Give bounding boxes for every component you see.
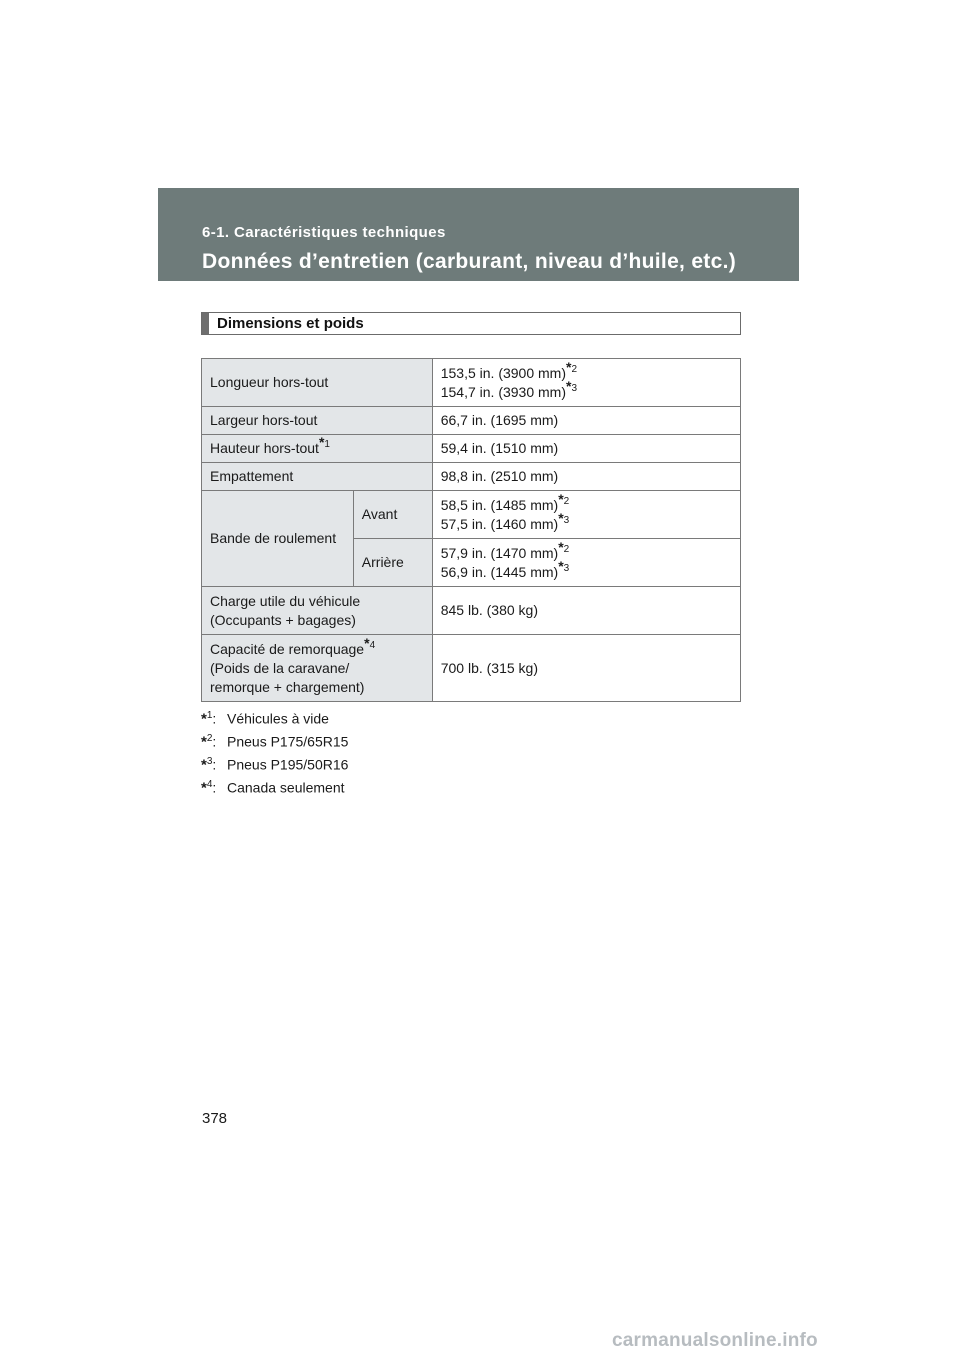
- table-row: [202, 463, 741, 491]
- table-row: [202, 359, 741, 407]
- row-label-overall-length: Longueur hors-tout: [202, 359, 433, 407]
- page-title: Données d’entretien (carburant, niveau d’huile, etc.): [202, 250, 736, 273]
- table-row: [202, 491, 741, 539]
- row-sublabel-tread-front: Avant: [353, 491, 432, 539]
- watermark: carmanualsonline.info: [612, 1330, 818, 1351]
- row-value-wheelbase: 98,8 in. (2510 mm): [432, 463, 740, 491]
- row-sublabel-tread-rear: Arrière: [353, 539, 432, 587]
- dimensions-table: [201, 358, 741, 702]
- row-value-tread-front: 58,5 in. (1485 mm)$^{*2}$ 57,5 in. (1460 mm)$^{*3}$: [432, 491, 740, 539]
- table-row: [202, 635, 741, 702]
- footnote-text: Pneus P195/50R16: [227, 756, 349, 773]
- row-value-overall-height: 59,4 in. (1510 mm): [432, 435, 740, 463]
- section-label: 6-1. Caractéristiques techniques: [202, 224, 446, 241]
- footnote-item: *$^4$: Canada seulement: [201, 779, 345, 798]
- row-label-towing-capacity: Capacité de remorquage$^{*4}$ (Poids de la caravane/ remorque + chargement): [202, 635, 433, 702]
- footnote-text: Véhicules à vide: [227, 710, 329, 727]
- row-label-overall-height: Hauteur hors-tout$^{*1}$: [202, 435, 433, 463]
- row-value-overall-length: 153,5 in. (3900 mm)$^{*2}$ 154,7 in. (3930 mm)$^{*3}$: [432, 359, 740, 407]
- table-row: [202, 587, 741, 635]
- footnote-text: Pneus P175/65R15: [227, 733, 349, 750]
- row-value-towing-capacity: 700 lb. (315 kg): [432, 635, 740, 702]
- table-row: [202, 435, 741, 463]
- row-label-tread: Bande de roulement: [202, 491, 354, 587]
- row-value-tread-rear: 57,9 in. (1470 mm)$^{*2}$ 56,9 in. (1445 mm)$^{*3}$: [432, 539, 740, 587]
- row-label-payload: Charge utile du véhicule (Occupants + bagages): [202, 587, 433, 635]
- row-label-overall-width: Largeur hors-tout: [202, 407, 433, 435]
- subsection-heading: [201, 312, 741, 335]
- row-label-wheelbase: Empattement: [202, 463, 433, 491]
- footnotes: [201, 706, 348, 799]
- footnote-item: *$^1$: Véhicules à vide: [201, 710, 329, 728]
- footnote-item: *$^2$: Pneus P175/65R15: [201, 733, 349, 751]
- footnote-text: Canada seulement: [227, 780, 345, 797]
- row-value-payload: 845 lb. (380 kg): [432, 587, 740, 635]
- subsection-accent: [202, 313, 209, 334]
- page-number: 378: [202, 1110, 228, 1127]
- row-value-overall-width: 66,7 in. (1695 mm): [432, 407, 740, 435]
- table-row: [202, 407, 741, 435]
- subsection-title: Dimensions et poids: [217, 315, 364, 332]
- footnote-item: *$^3$: Pneus P195/50R16: [201, 756, 349, 774]
